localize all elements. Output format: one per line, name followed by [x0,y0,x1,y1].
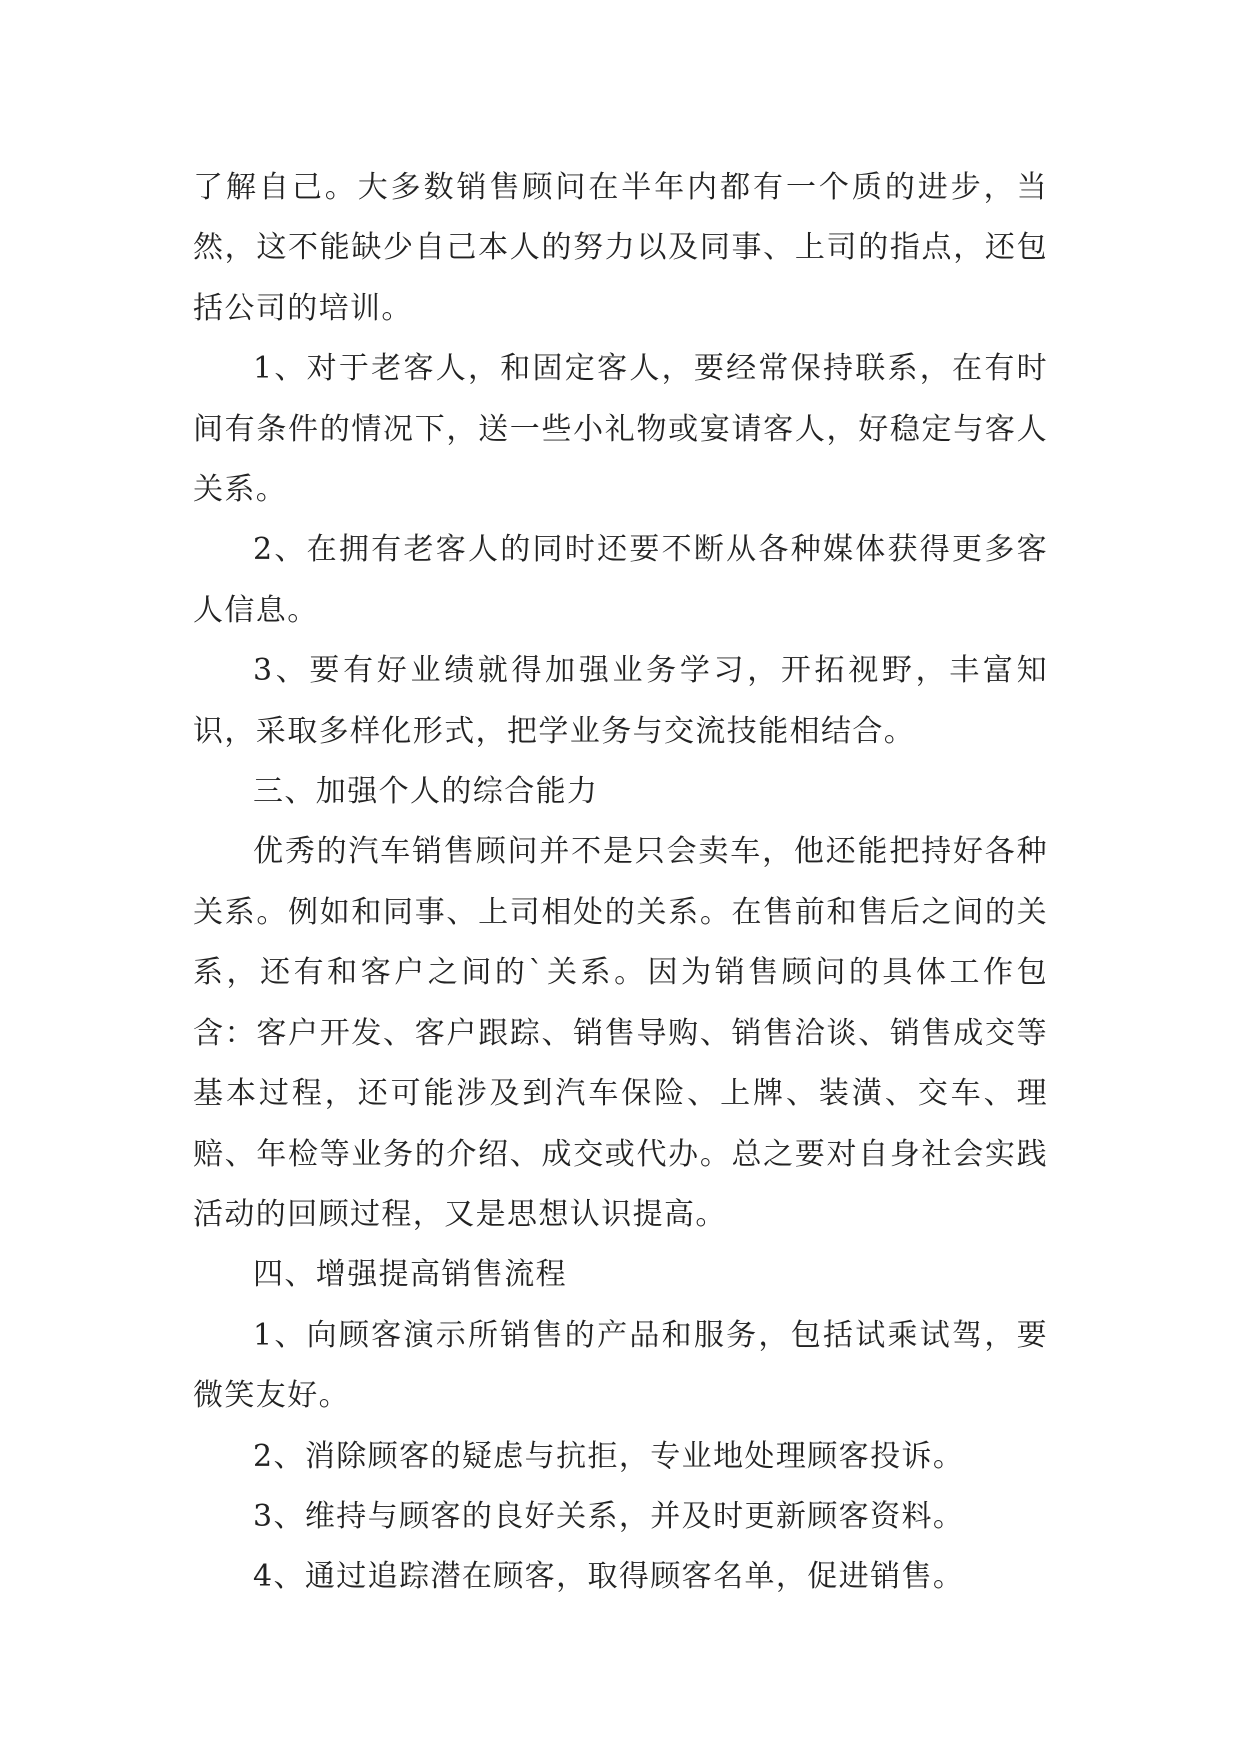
section-heading-3: 三、加强个人的综合能力 [253,774,599,810]
paragraph-item-3-learning: 3、要有好业绩就得加强业务学习，开拓视野，丰富知识，采取多样化形式，把学业务与交流技能相结合。 [193,653,1048,749]
paragraph-comprehensive-ability: 优秀的汽车销售顾问并不是只会卖车，他还能把持好各种关系。例如和同事、上司相处的关系。在售前和售后之间的关系，还有和客户之间的`关系。因为销售顾问的具体工作包含：客户开发、客户跟踪、销售导购、销售洽谈、销售成交等基本过程，还可能涉及到汽车保险、上牌、装潢、交车、理赔、年检等业务的介绍、成交或代办。总之要对自身社会实践活动的回顾过程，又是思想认识提高。 [193,834,1048,1232]
paragraph-process-item-1: 1、向顾客演示所销售的产品和服务，包括试乘试驾，要微笑友好。 [193,1317,1048,1414]
paragraph-process-item-2: 2、消除顾客的疑虑与抗拒，专业地处理顾客投诉。 [253,1438,965,1474]
paragraph-process-item-3: 3、维持与顾客的良好关系，并及时更新顾客资料。 [253,1498,965,1534]
paragraph-item-1-regular-clients: 1、对于老客人，和固定客人，要经常保持联系，在有时间有条件的情况下，送一些小礼物或宴请客人，好稳定与客人关系。 [193,351,1048,508]
paragraph-process-item-4: 4、通过追踪潜在顾客，取得顾客名单，促进销售。 [253,1559,965,1595]
section-heading-4: 四、增强提高销售流程 [253,1257,567,1293]
document-body [193,158,1048,1608]
paragraph-continued: 了解自己。大多数销售顾问在半年内都有一个质的进步，当然，这不能缺少自己本人的努力以及同事、上司的指点，还包括公司的培训。 [193,170,1048,326]
paragraph-item-2-new-clients: 2、在拥有老客人的同时还要不断从各种媒体获得更多客人信息。 [193,532,1048,628]
